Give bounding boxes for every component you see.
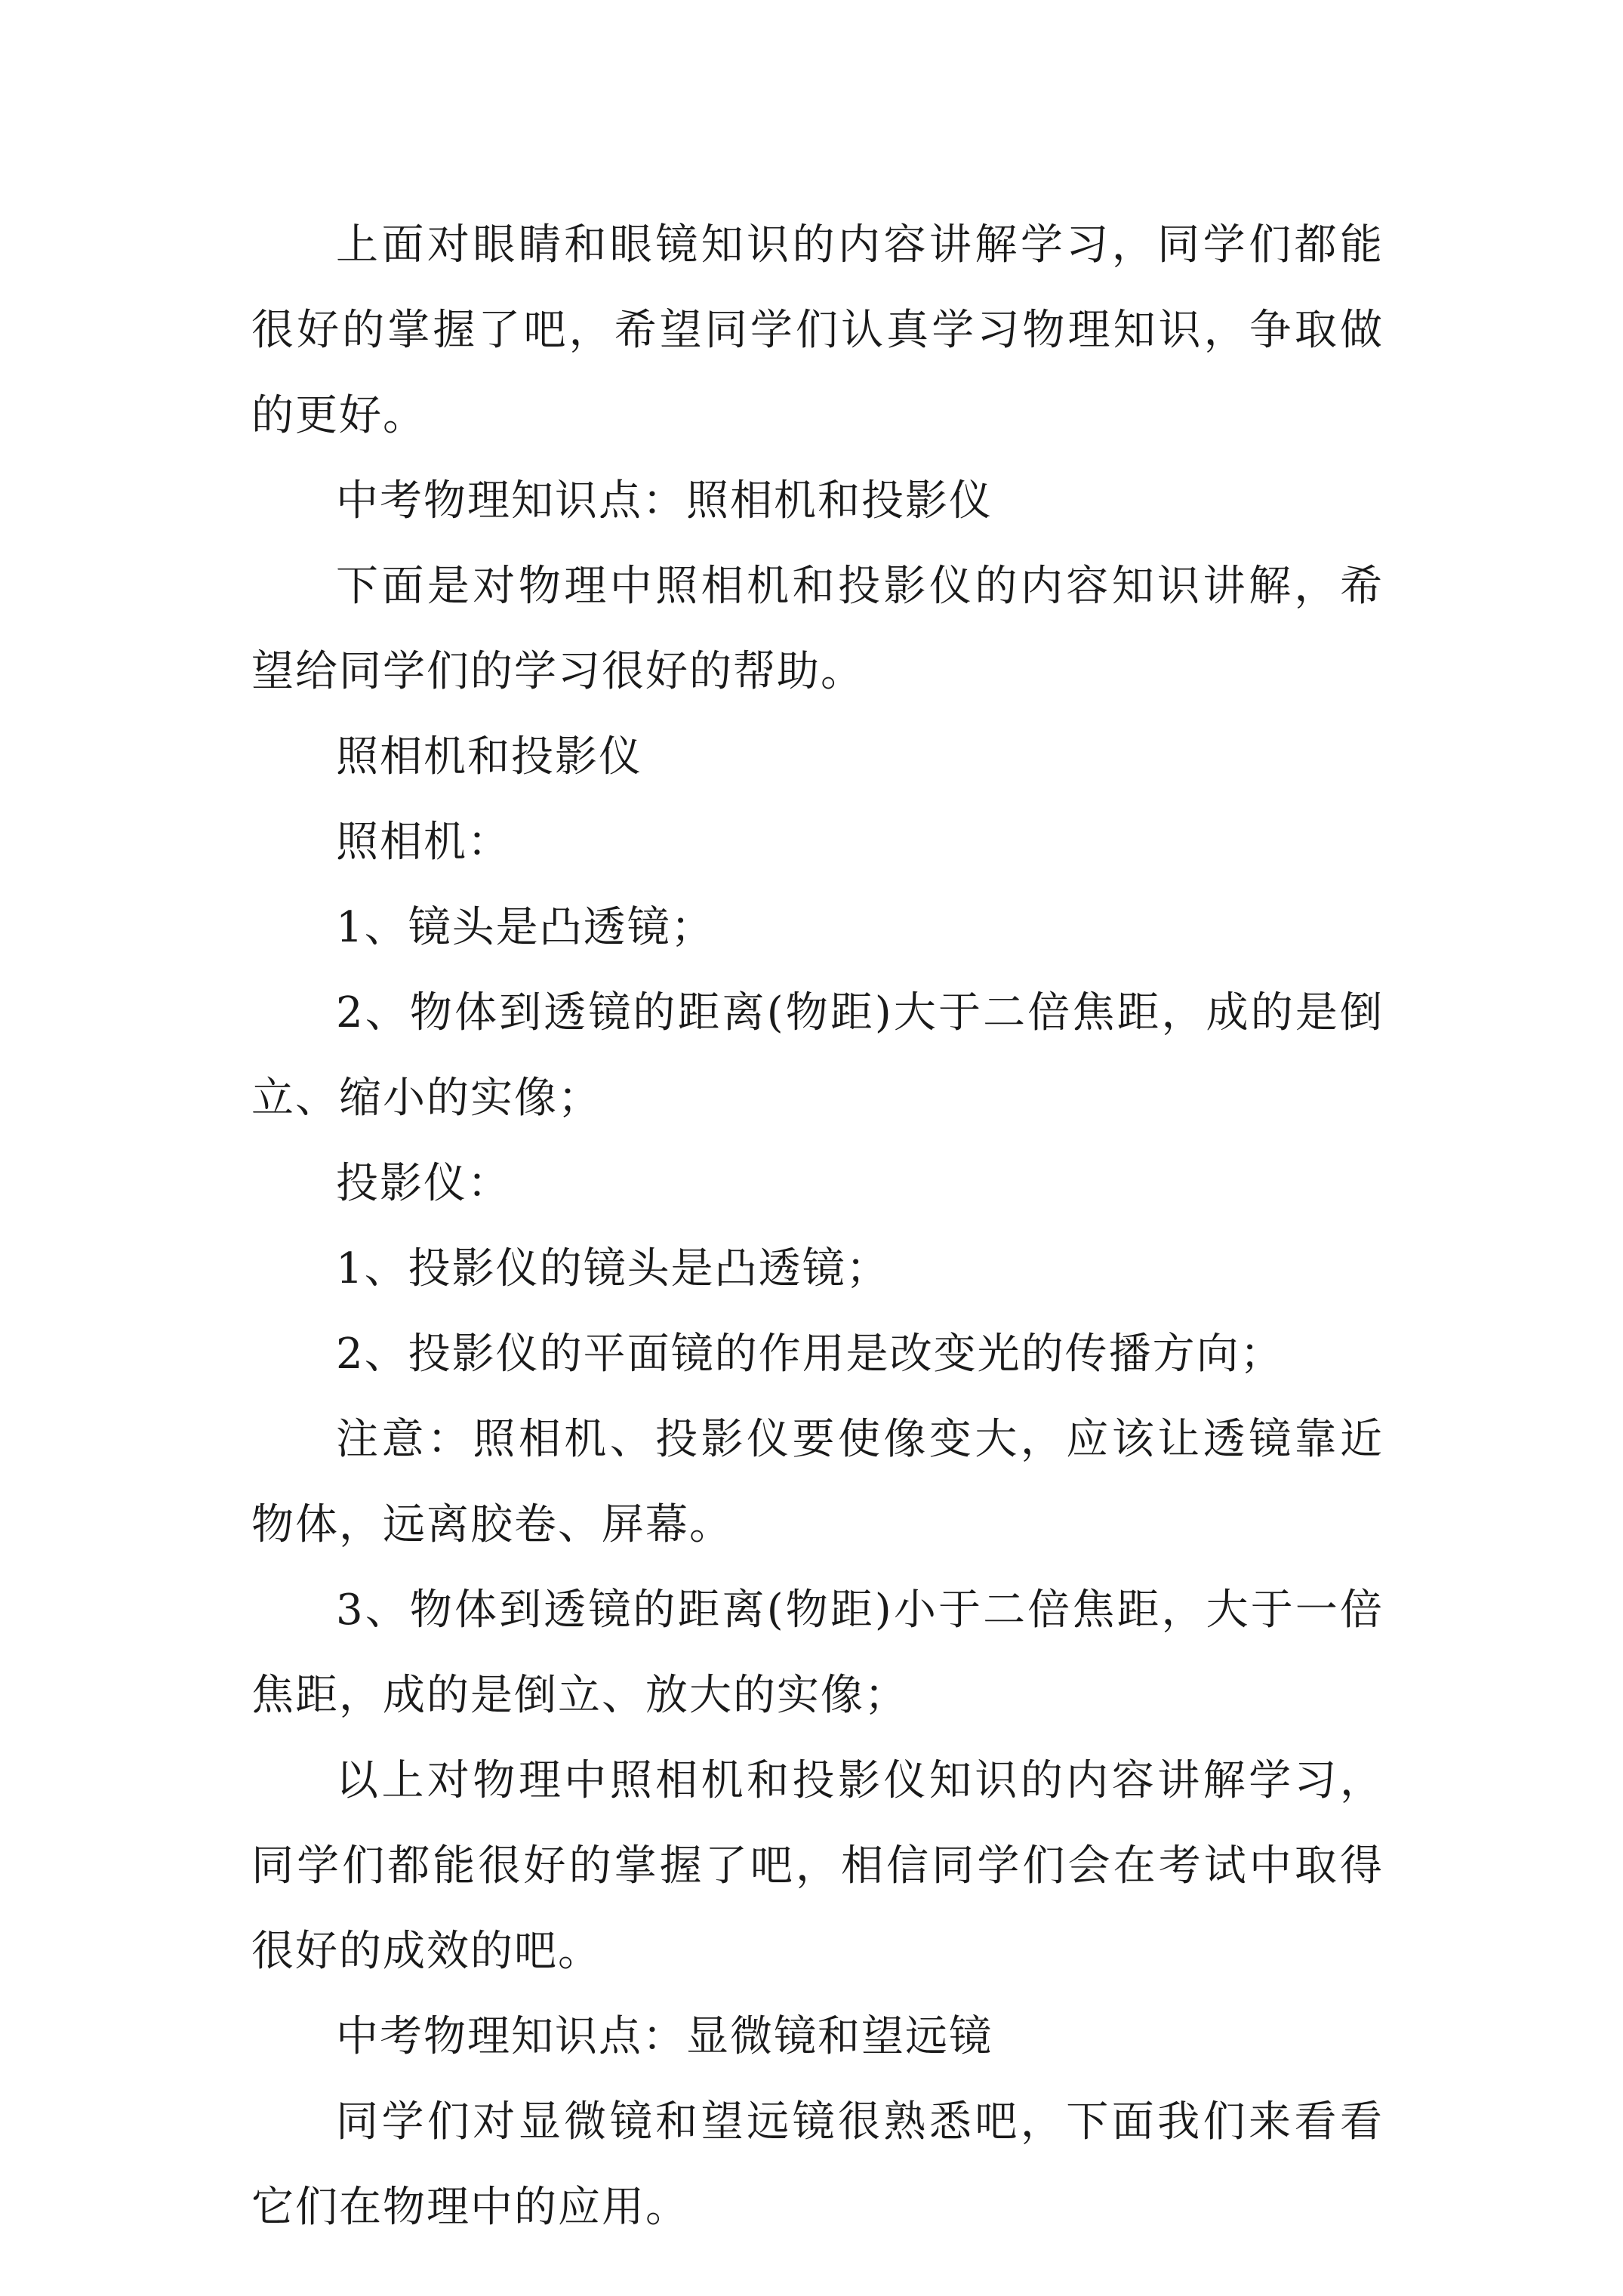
paragraph-intro: 下面是对物理中照相机和投影仪的内容知识讲解，希望给同学们的学习很好的帮助。 <box>251 562 1384 696</box>
paragraph-summary: 以上对物理中照相机和投影仪知识的内容讲解学习，同学们都能很好的掌握了吧，相信同学们会在考试中取得很好的成效的吧。 <box>251 1756 1384 1976</box>
heading-camera-projector: 中考物理知识点：照相机和投影仪 <box>336 476 993 525</box>
projector-point-1: 1、投影仪的镜头是凸透镜； <box>336 1244 890 1293</box>
label-projector: 投影仪： <box>336 1159 511 1208</box>
document-body <box>251 202 1384 2250</box>
projector-point-3: 3、物体到透镜的距离(物距)小于二倍焦距，大于一倍焦距，成的是倒立、放大的实像； <box>251 1586 1384 1720</box>
note-paragraph: 注意：照相机、投影仪要使像变大，应该让透镜靠近物体，远离胶卷、屏幕。 <box>251 1415 1384 1549</box>
subheading-camera-projector: 照相机和投影仪 <box>336 732 642 781</box>
paragraph-microscope-intro: 同学们对显微镜和望远镜很熟悉吧，下面我们来看看它们在物理中的应用。 <box>251 2097 1384 2232</box>
camera-point-1: 1、镜头是凸透镜； <box>336 903 715 952</box>
projector-point-2: 2、投影仪的平面镜的作用是改变光的传播方向； <box>336 1330 1284 1379</box>
camera-point-2: 2、物体到透镜的距离(物距)大于二倍焦距，成的是倒立、缩小的实像； <box>251 988 1384 1123</box>
label-camera: 照相机： <box>336 818 511 867</box>
heading-microscope-telescope: 中考物理知识点：显微镜和望远镜 <box>336 2012 993 2061</box>
paragraph-eye-summary: 上面对眼睛和眼镜知识的内容讲解学习，同学们都能很好的掌握了吧，希望同学们认真学习物理知识，争取做的更好。 <box>251 220 1384 440</box>
